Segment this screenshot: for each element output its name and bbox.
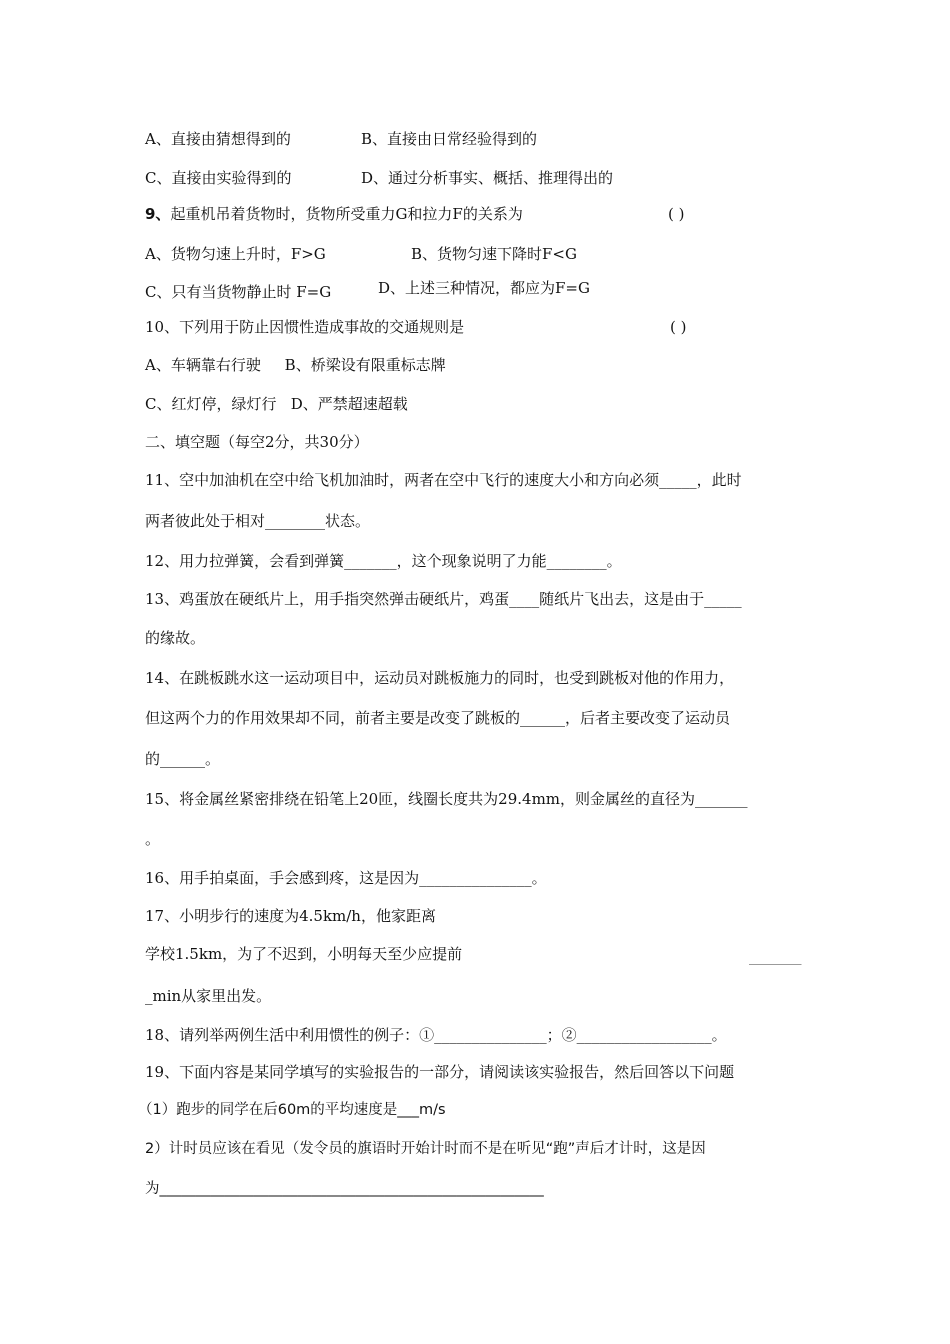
q10-stem: 10、下列用于防止因惯性造成事故的交通规则是 [145, 318, 465, 336]
q8-option-b: B、直接由日常经验得到的 [361, 130, 538, 148]
q8-option-d: D、通过分析事实、概括、推理得出的 [361, 169, 614, 187]
q9-option-c: C、只有当货物静止时 F=G [145, 283, 332, 301]
q9-answer-paren: ( ) [668, 205, 685, 223]
q9-stem: 起重机吊着货物时，货物所受重力G和拉力F的关系为 [170, 205, 523, 223]
q11-line2: 两者彼此处于相对________状态。 [145, 512, 371, 530]
q19-sub2: 2）计时员应该在看见（发令员的旗语时开始计时而不是在听见“跑”声后才计时，这是因 [145, 1141, 706, 1157]
q15-line2: 。 [145, 830, 161, 848]
q14-line1: 14、在跳板跳水这一运动项目中，运动员对跳板施力的同时，也受到跳板对他的作用力， [145, 669, 735, 687]
q19-sub1: （1）跑步的同学在后60m的平均速度是___m/s [138, 1102, 446, 1118]
q12-line: 12、用力拉弹簧，会看到弹簧_______，这个现象说明了力能________。 [145, 552, 622, 570]
q9-option-b: B、货物匀速下降时F<G [411, 245, 577, 263]
q15-line1: 15、将金属丝紧密排绕在铅笔上20匝，线圈长度共为29.4mm，则金属丝的直径为_______ [145, 790, 748, 808]
q19-line1: 19、下面内容是某同学填写的实验报告的一部分，请阅读该实验报告，然后回答以下问题 [145, 1063, 735, 1081]
q13-line2: 的缘故。 [145, 629, 206, 647]
q10-options-cd: C、红灯停，绿灯行 D、严禁超速超载 [145, 395, 408, 413]
q18-line: 18、请列举两例生活中利用惯性的例子：①_______________；②__________________。 [145, 1026, 727, 1044]
q17-blank: _______ [749, 947, 802, 965]
q17-line3: _min从家里出发。 [145, 987, 272, 1005]
q16-line: 16、用手拍桌面，手会感到疼，这是因为_______________。 [145, 869, 547, 887]
q9-option-a: A、货物匀速上升时，F>G [145, 245, 326, 263]
q17-line1: 17、小明步行的速度为4.5km/h，他家距离 [145, 907, 436, 925]
q19-sub3: 为_____________________________________________________ [145, 1181, 544, 1197]
q9-number: 9、 [145, 205, 171, 223]
q11-line1: 11、空中加油机在空中给飞机加油时，两者在空中飞行的速度大小和方向必须_____，此时 [145, 471, 742, 489]
q8-option-a: A、直接由猜想得到的 [145, 130, 291, 148]
q9-question [145, 203, 523, 225]
q13-line1: 13、鸡蛋放在硬纸片上，用手指突然弹击硬纸片，鸡蛋____随纸片飞出去，这是由于_____ [145, 590, 742, 608]
q17-line2: 学校1.5km，为了不迟到，小明每天至少应提前 [145, 945, 463, 963]
section-heading: 二、填空题（每空2分，共30分） [145, 433, 369, 451]
q14-line2: 但这两个力的作用效果却不同，前者主要是改变了跳板的______，后者主要改变了运动员 [145, 709, 731, 727]
q10-options-ab: A、车辆靠右行驶 B、桥梁设有限重标志牌 [145, 356, 446, 374]
q14-line3: 的______。 [145, 750, 221, 768]
q8-option-c: C、直接由实验得到的 [145, 169, 292, 187]
q9-option-d: D、上述三种情况，都应为F=G [378, 279, 590, 297]
q10-answer-paren: ( ) [670, 318, 687, 336]
